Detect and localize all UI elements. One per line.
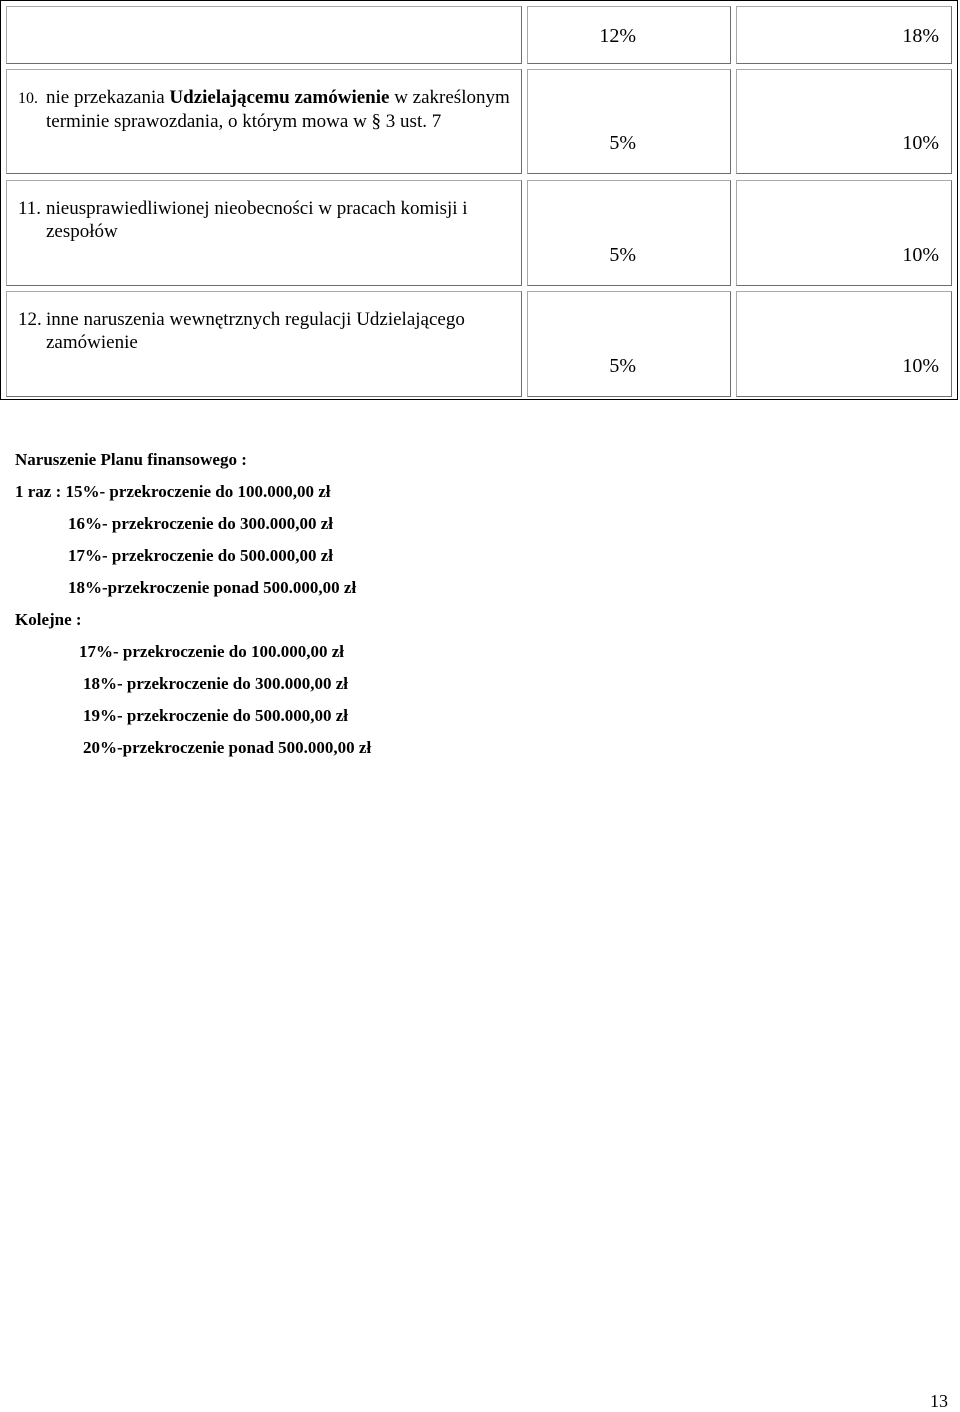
header-col2: 18% xyxy=(902,25,939,47)
plan-first-item: 17%- przekroczenie do 500.000,00 zł xyxy=(68,546,334,565)
row-11-desc: 11. nieusprawiedliwionej nieobecności w pracach komisji i zespołów xyxy=(6,180,522,286)
header-desc-cell xyxy=(6,6,522,64)
row-10-col1: 5% xyxy=(609,132,636,154)
row-10-col2-cell xyxy=(736,69,952,174)
row-10-col2: 10% xyxy=(902,132,939,154)
plan-next-item: 20%-przekroczenie ponad 500.000,00 zł xyxy=(83,738,372,757)
plan-first-label: 1 raz : 15%- przekroczenie do 100.000,00 zł xyxy=(15,482,331,501)
row-10-desc: 10. nie przekazania Udzielającemu zamówienie w zakreślonym terminie sprawozdania, o którym mowa w § 3 ust. 7 xyxy=(6,69,522,174)
row-12-col2: 10% xyxy=(902,355,939,377)
row-11-col2: 10% xyxy=(902,244,939,266)
plan-heading: Naruszenie Planu finansowego : xyxy=(15,450,247,469)
row-11-number: 11. xyxy=(18,198,42,219)
row-11-col1-cell xyxy=(527,180,731,286)
row-11-col2-cell xyxy=(736,180,952,286)
row-10-number: 10. xyxy=(18,90,38,107)
header-col2-cell xyxy=(736,6,952,64)
row-12-number: 12. xyxy=(18,309,42,330)
plan-first-item: 16%- przekroczenie do 300.000,00 zł xyxy=(68,514,334,533)
row-10-col1-cell xyxy=(527,69,731,174)
plan-next-item: 19%- przekroczenie do 500.000,00 zł xyxy=(83,706,349,725)
header-col1-cell xyxy=(527,6,731,64)
row-12-col1-cell xyxy=(527,291,731,397)
row-12-col2-cell xyxy=(736,291,952,397)
page-number: 13 xyxy=(930,1391,948,1411)
plan-next-item: 17%- przekroczenie do 100.000,00 zł xyxy=(79,642,345,661)
header-col1: 12% xyxy=(599,25,636,47)
row-11-col1: 5% xyxy=(609,244,636,266)
row-12-desc: 12. inne naruszenia wewnętrznych regulacji Udzielającego zamówienie xyxy=(6,291,522,397)
row-12-col1: 5% xyxy=(609,355,636,377)
plan-next-item: 18%- przekroczenie do 300.000,00 zł xyxy=(83,674,349,693)
plan-first-item: 18%-przekroczenie ponad 500.000,00 zł xyxy=(68,578,357,597)
plan-next-label: Kolejne : xyxy=(15,610,82,629)
